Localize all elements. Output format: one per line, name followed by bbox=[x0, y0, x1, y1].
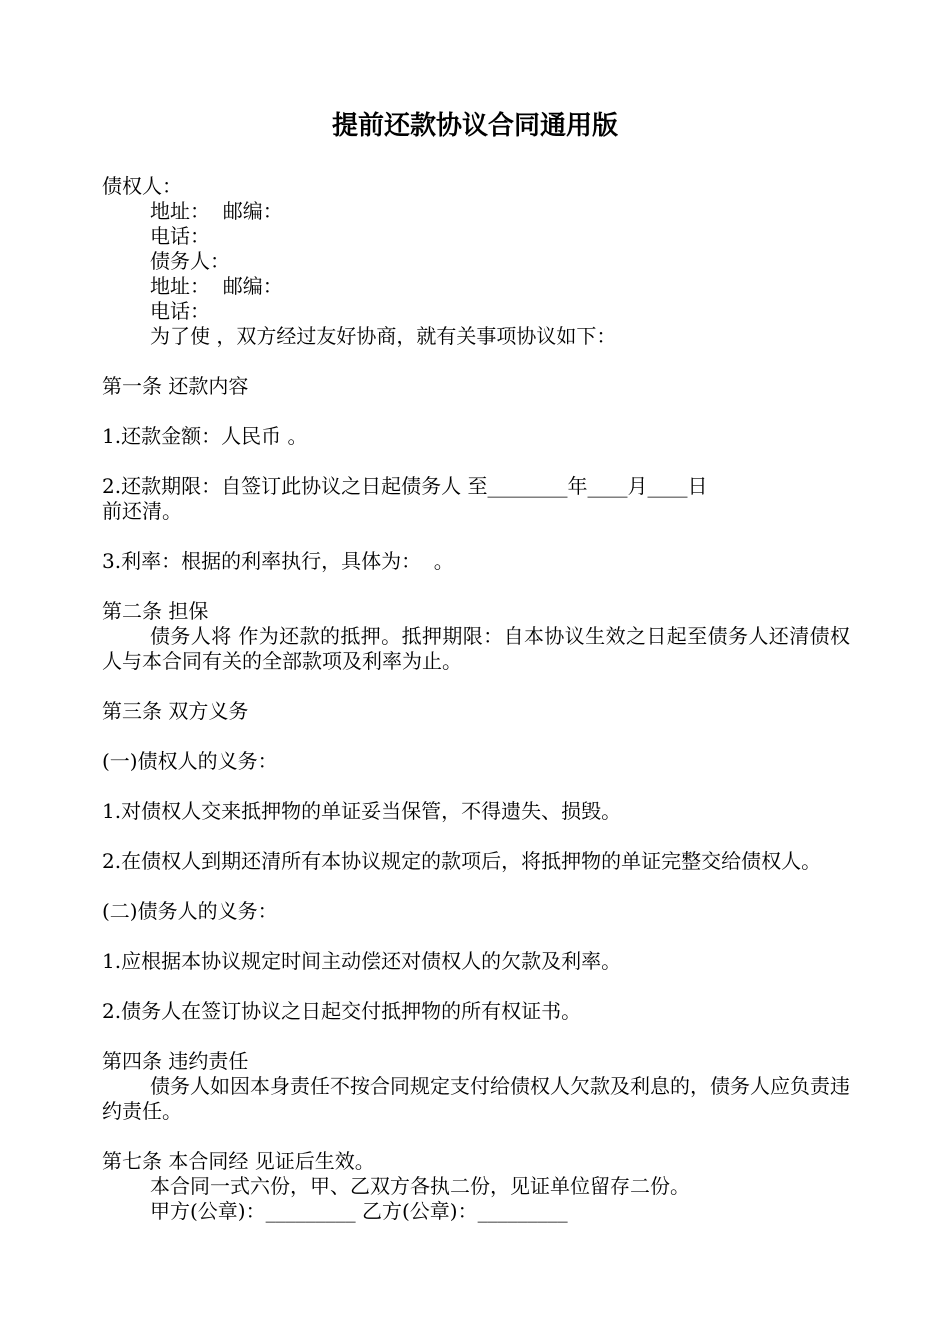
article-2-heading: 第二条 担保 bbox=[102, 599, 209, 623]
article-4-body: 债务人如因本身责任不按合同规定支付给债权人欠款及利息的，债务人应负责违约责任。 bbox=[102, 1074, 850, 1123]
signature-line: 甲方(公章)：_________ 乙方(公章)：_________ bbox=[150, 1199, 568, 1223]
debtor-duty-2: 2.债务人在签订协议之日起交付抵押物的所有权证书。 bbox=[102, 999, 582, 1023]
creditor-label: 债权人： bbox=[102, 174, 182, 198]
article-1-item-3: 3.利率：根据的利率执行，具体为： 。 bbox=[102, 549, 454, 573]
article-1-item-1: 1.还款金额：人民币 。 bbox=[102, 424, 308, 448]
article-7-copies: 本合同一式六份，甲、乙双方各执二份，见证单位留存二份。 bbox=[150, 1174, 690, 1198]
debtor-phone: 电话： bbox=[150, 299, 210, 323]
article-2-body: 债务人将 作为还款的抵押。抵押期限：自本协议生效之日起至债务人还清债权人与本合同有关的全部款项及利率为止。 bbox=[102, 624, 850, 673]
creditor-duty-heading: (一)债权人的义务： bbox=[102, 749, 278, 773]
debtor-address: 地址： 邮编： bbox=[150, 274, 283, 298]
document-title: 提前还款协议合同通用版 bbox=[331, 111, 618, 141]
debtor-label: 债务人： bbox=[150, 249, 230, 273]
creditor-phone: 电话： bbox=[150, 224, 210, 248]
document-body bbox=[102, 174, 850, 1224]
article-1-heading: 第一条 还款内容 bbox=[102, 374, 249, 398]
creditor-duty-2: 2.在债权人到期还清所有本协议规定的款项后，将抵押物的单证完整交给债权人。 bbox=[102, 849, 822, 873]
article-7-heading: 第七条 本合同经 见证后生效。 bbox=[102, 1149, 375, 1173]
article-3-heading: 第三条 双方义务 bbox=[102, 699, 249, 723]
article-4-heading: 第四条 违约责任 bbox=[102, 1049, 249, 1073]
debtor-duty-1: 1.应根据本协议规定时间主动偿还对债权人的欠款及利率。 bbox=[102, 949, 622, 973]
article-1-item-2-line-1: 2.还款期限：自签订此协议之日起债务人 至________年____月____日 bbox=[102, 474, 708, 498]
intro-text: 为了使 ，双方经过友好协商，就有关事项协议如下： bbox=[150, 324, 617, 348]
article-1-item-2-line-2: 前还清。 bbox=[102, 499, 182, 523]
creditor-address: 地址： 邮编： bbox=[150, 199, 283, 223]
creditor-duty-1: 1.对债权人交来抵押物的单证妥当保管，不得遗失、损毁。 bbox=[102, 799, 622, 823]
debtor-duty-heading: (二)债务人的义务： bbox=[102, 899, 278, 923]
